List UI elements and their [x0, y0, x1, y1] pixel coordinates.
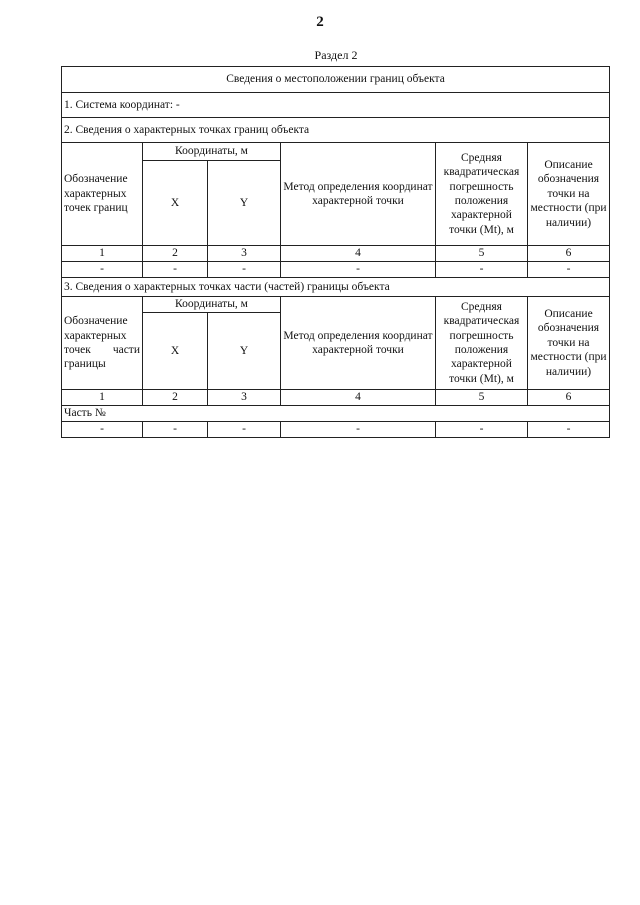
object-boundaries-table	[61, 66, 610, 438]
block2-col-designation: Обозначение характерных точек части границы	[62, 297, 143, 390]
section-title: Раздел 2	[314, 48, 358, 62]
block1-cell: -	[62, 262, 143, 278]
block1-number: 1	[62, 246, 143, 262]
block2-part-label: Часть №	[62, 406, 610, 422]
block2-col-coords: Координаты, м	[143, 297, 281, 313]
block1-col-designation: Обозначение характерных точек границ	[62, 143, 143, 246]
block1-cell: -	[528, 262, 610, 278]
block1-number: 6	[528, 246, 610, 262]
block1-cell: -	[208, 262, 281, 278]
block2-title: 3. Сведения о характерных точках части (частей) границы объекта	[62, 278, 610, 297]
block1-col-error: Средняя квадратическая погрешность положения характерной точки (Mt), м	[436, 143, 528, 246]
block1-number: 5	[436, 246, 528, 262]
block2-cell: -	[436, 422, 528, 438]
block1-col-coords: Координаты, м	[143, 143, 281, 161]
block1-cell: -	[143, 262, 208, 278]
block2-cell: -	[528, 422, 610, 438]
block1-cell: -	[281, 262, 436, 278]
block2-number: 2	[143, 390, 208, 406]
table-title: Сведения о местоположении границ объекта	[62, 67, 610, 93]
page-number: 2	[316, 14, 324, 30]
block2-cell: -	[281, 422, 436, 438]
block1-number: 2	[143, 246, 208, 262]
block1-col-description: Описание обозначения точки на местности (при наличии)	[528, 143, 610, 246]
block1-number: 3	[208, 246, 281, 262]
block1-title: 2. Сведения о характерных точках границ объекта	[62, 118, 610, 143]
block2-number: 6	[528, 390, 610, 406]
block2-cell: -	[208, 422, 281, 438]
block1-number: 4	[281, 246, 436, 262]
coord-system: 1. Система координат: -	[62, 93, 610, 118]
block2-cell: -	[62, 422, 143, 438]
block1-cell: -	[436, 262, 528, 278]
block2-cell: -	[143, 422, 208, 438]
block2-number: 4	[281, 390, 436, 406]
block1-col-x: X	[143, 161, 208, 246]
block1-col-method: Метод определения координат характерной точки	[281, 143, 436, 246]
block2-col-error: Средняя квадратическая погрешность положения характерной точки (Mt), м	[436, 297, 528, 390]
block2-col-y: Y	[208, 313, 281, 390]
block2-number: 1	[62, 390, 143, 406]
block2-col-x: X	[143, 313, 208, 390]
block2-col-description: Описание обозначения точки на местности (при наличии)	[528, 297, 610, 390]
block2-number: 3	[208, 390, 281, 406]
block1-col-y: Y	[208, 161, 281, 246]
block2-number: 5	[436, 390, 528, 406]
block2-col-method: Метод определения координат характерной точки	[281, 297, 436, 390]
